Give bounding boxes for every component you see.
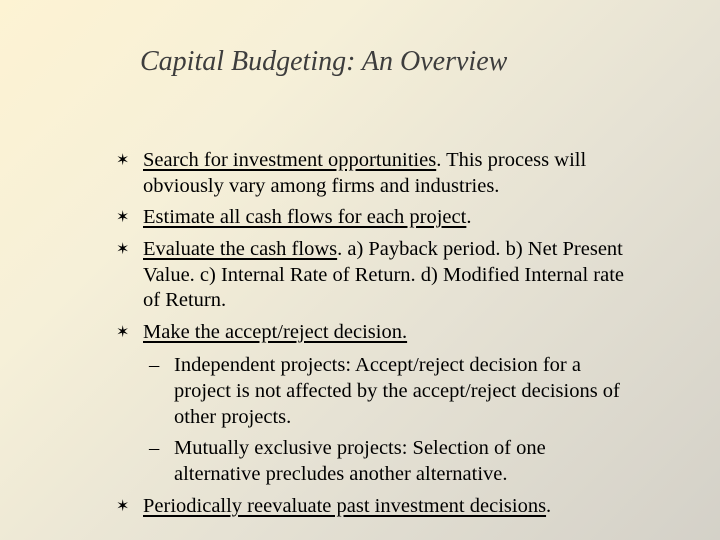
star-bullet-icon: ✶ (116, 324, 130, 341)
bullet-line (143, 205, 471, 229)
bullet-key-text: Evaluate the cash flows (143, 238, 338, 260)
dash-bullet-icon: – (149, 437, 160, 459)
bullet-key-text: Estimate all cash flows for each project (143, 206, 467, 228)
bullet-line (143, 320, 407, 344)
star-bullet-icon: ✶ (116, 152, 130, 169)
sub-bullet-line: Independent projects: Accept/reject decision for a (174, 354, 581, 376)
dash-bullet-icon: – (149, 354, 160, 376)
star-bullet-icon: ✶ (116, 209, 130, 226)
bullet-continuation: Value. c) Internal Rate of Return. d) Modified Internal rate (143, 264, 624, 286)
sub-bullet-continuation: other projects. (174, 406, 292, 428)
bullet-key-text: Make the accept/reject decision. (143, 321, 408, 343)
star-bullet-icon: ✶ (116, 498, 130, 515)
bullet-text: . (466, 206, 472, 228)
bullet-key-text: Search for investment opportunities (143, 149, 437, 171)
bullet-line (143, 494, 551, 518)
bullet-text: . (546, 495, 552, 517)
sub-bullet-line: Mutually exclusive projects: Selection of one (174, 437, 546, 459)
bullet-text: . This process will (436, 149, 587, 171)
slide-title: Capital Budgeting: An Overview (140, 46, 508, 77)
bullet-continuation: of Return. (143, 289, 227, 311)
bullet-key-text: Periodically reevaluate past investment decisions (143, 495, 547, 517)
bullet-line (143, 148, 586, 172)
bullet-continuation: obviously vary among firms and industries. (143, 175, 500, 197)
bullet-text: . a) Payback period. b) Net Present (337, 238, 623, 260)
sub-bullet-continuation: alternative precludes another alternative. (174, 463, 508, 485)
sub-bullet-continuation: project is not affected by the accept/reject decisions of (174, 380, 620, 402)
star-bullet-icon: ✶ (116, 241, 130, 258)
bullet-line (143, 237, 623, 261)
